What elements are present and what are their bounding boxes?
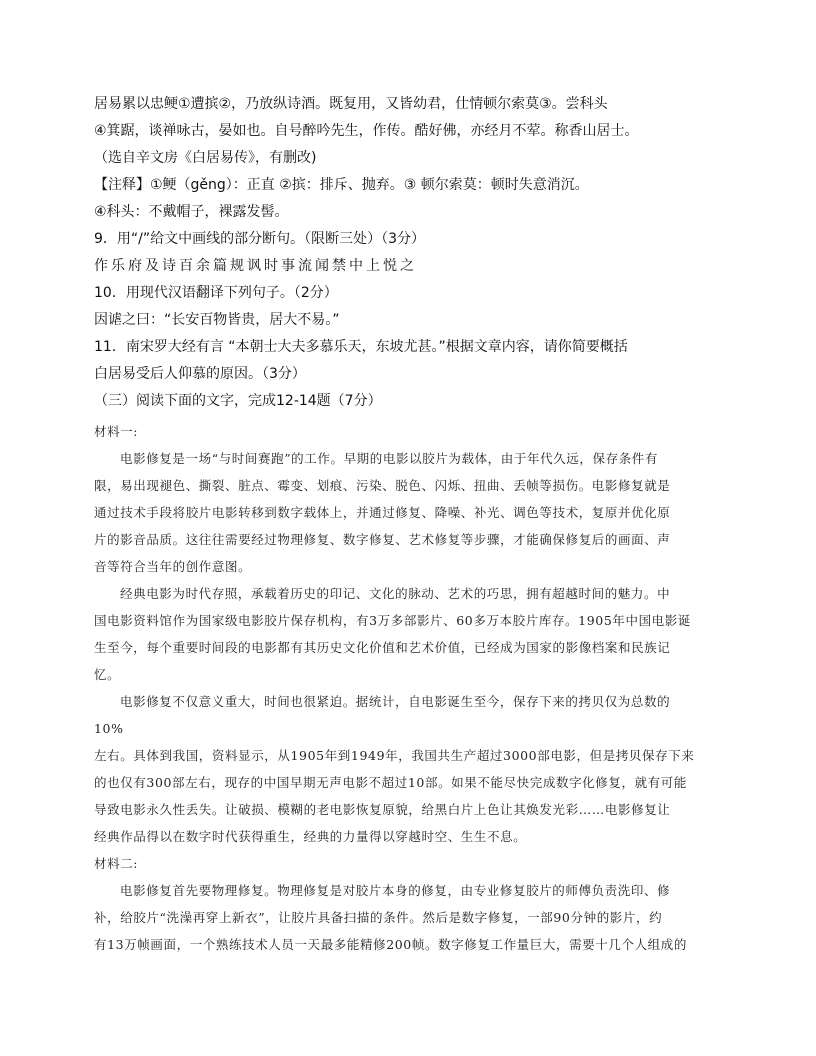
question-10-sentence: 因谑之曰：“长安百物皆贵，居大不易。” bbox=[94, 312, 340, 328]
paragraph-line: 限，易出现褪色、撕裂、脏点、霉变、划痕、污染、脱色、闪烁、扭曲、丢帧等损伤。电影修复就是 bbox=[94, 478, 671, 493]
paragraph-line: 10% bbox=[94, 721, 124, 736]
question-10: 10．用现代汉语翻译下列句子。（2分） bbox=[94, 285, 338, 301]
question-11-cont: 白居易受后人仰慕的原因。（3分） bbox=[94, 366, 306, 382]
classical-line: ④箕踞，谈禅咏古，晏如也。自号醉吟先生，作传。酷好佛，亦经月不荤。称香山居士。 bbox=[94, 123, 639, 139]
paragraph-line: 电影修复不仅意义重大，时间也很紧迫。据统计，自电影诞生至今，保存下来的拷贝仅为总数的 bbox=[120, 694, 671, 709]
questions-section bbox=[94, 226, 724, 415]
question-11: 11．南宋罗大经有言 “本朝士大夫多慕乐天，东坡尤甚。”根据文章内容，请你简要概括 bbox=[94, 339, 628, 355]
paragraph-line: 有13万帧画面，一个熟练技术人员一天最多能精修200帧。数字修复工作量巨大，需要十几个人组成的 bbox=[94, 937, 687, 952]
paragraph-line: 补，给胶片“洗澡再穿上新衣”，让胶片具备扫描的条件。然后是数字修复，一部90分钟的影片，约 bbox=[94, 910, 663, 925]
paragraph-line: 忆。 bbox=[94, 667, 121, 682]
paragraph-line: 片的影音品质。这往往需要经过物理修复、数字修复、艺术修复等步骤，才能确保修复后的画面、声 bbox=[94, 532, 671, 547]
material-1-section bbox=[94, 418, 724, 850]
paragraph-line: 音等符合当年的创作意图。 bbox=[94, 559, 252, 574]
classical-line: 居易累以忠鲠①遭摈②，乃放纵诗酒。既复用，又皆幼君，仕情顿尔索莫③。尝科头 bbox=[94, 96, 608, 112]
paragraph-line: 国电影资料馆作为国家级电影胶片保存机构，有3万多部影片、60多万本胶片库存。1905年中国电影诞 bbox=[94, 613, 691, 628]
paragraph-line: 经典电影为时代存照，承载着历史的印记、文化的脉动、艺术的巧思，拥有超越时间的魅力。中 bbox=[120, 586, 671, 601]
question-9-passage: 作乐府及诗百余篇规讽时事流闻禁中上悦之 bbox=[94, 258, 417, 274]
material-2-section bbox=[94, 850, 724, 958]
question-9: 9．用“/”给文中画线的部分断句。（限断三处）（3分） bbox=[94, 231, 426, 247]
paragraph-line: 左右。具体到我国，资料显示，从1905年到1949年，我国共生产超过3000部电影，但是拷贝保存下来 bbox=[94, 748, 695, 763]
source-citation: （选自辛文房《白居易传》，有删改) bbox=[94, 150, 317, 166]
paragraph-line: 电影修复是一场“与时间赛跑”的工作。早期的电影以胶片为载体，由于年代久远，保存条件有 bbox=[120, 451, 658, 466]
annotation-line: ④科头：不戴帽子，裸露发髻。 bbox=[94, 204, 289, 220]
paragraph-line: 导致电影永久性丢失。让破损、模糊的老电影恢复原貌，给黑白片上色让其焕发光彩……电影修复让 bbox=[94, 802, 671, 817]
paragraph-line: 通过技术手段将胶片电影转移到数字载体上，并通过修复、降噪、补光、调色等技术，复原并优化原 bbox=[94, 505, 671, 520]
paragraph-line: 生至今，每个重要时间段的电影都有其历史文化价值和艺术价值，已经成为国家的影像档案和民族记 bbox=[94, 640, 671, 655]
material-1-label: 材料一: bbox=[94, 424, 139, 439]
classical-text-section bbox=[94, 91, 724, 226]
section-heading: （三）阅读下面的文字，完成12-14题（7分） bbox=[94, 393, 382, 409]
paragraph-line: 经典作品得以在数字时代获得重生，经典的力量得以穿越时空、生生不息。 bbox=[94, 829, 527, 844]
annotation-line: 【注释】①鲠（gěng）：正直 ②摈：排斥、抛弃。③ 顿尔索莫：顿时失意消沉。 bbox=[94, 177, 589, 193]
paragraph-line: 的也仅有300部左右，现存的中国早期无声电影不超过10部。如果不能尽快完成数字化修复，就有可能 bbox=[94, 775, 687, 790]
material-2-label: 材料二: bbox=[94, 856, 139, 871]
paragraph-line: 电影修复首先要物理修复。物理修复是对胶片本身的修复，由专业修复胶片的师傅负责洗印、修 bbox=[120, 883, 671, 898]
